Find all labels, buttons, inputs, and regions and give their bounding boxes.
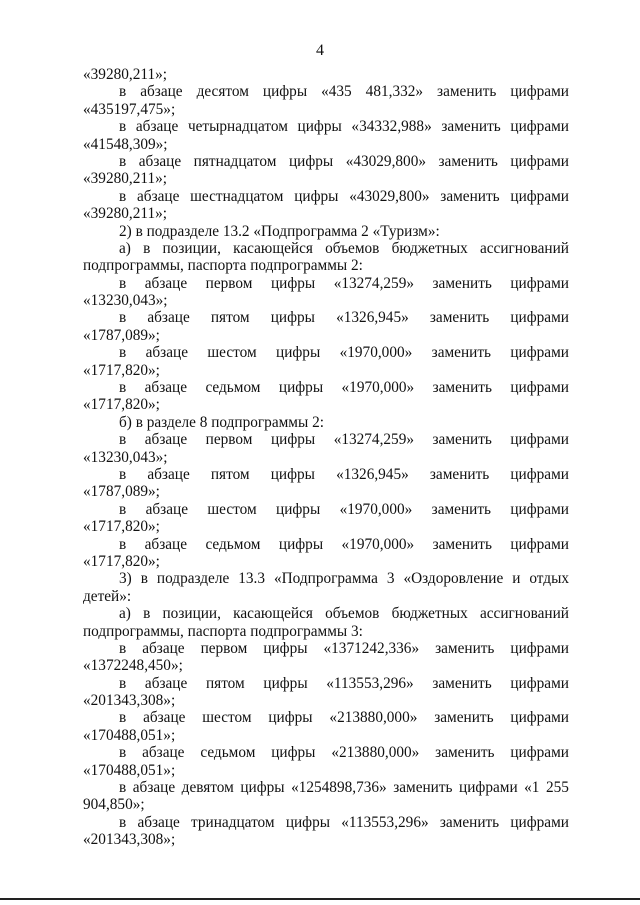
word: абзаце <box>144 535 188 553</box>
text-line <box>83 640 569 657</box>
word: цифрами <box>510 465 569 483</box>
word: заменить <box>440 187 500 205</box>
word: абзаце <box>137 187 180 205</box>
word: «43029,800» <box>349 187 430 205</box>
text-line: «1717,820»; <box>83 518 160 536</box>
word: цифры <box>271 744 316 762</box>
word: цифрами <box>510 309 569 327</box>
word: в <box>143 605 151 623</box>
word: касающейся <box>233 239 313 257</box>
word: в <box>143 239 151 257</box>
word: заменить <box>435 639 495 657</box>
word: цифрами <box>510 187 569 205</box>
word: заменить <box>393 779 453 797</box>
word: девятом <box>181 779 234 797</box>
word: абзаце <box>144 431 188 449</box>
word: первом <box>205 431 253 449</box>
word: а) <box>119 239 131 257</box>
word: в <box>119 309 127 327</box>
word: седьмом <box>205 379 261 397</box>
word: в <box>119 674 127 692</box>
text-line: «170488,051»; <box>83 761 176 779</box>
word: абзаце <box>137 813 180 831</box>
word: заменить <box>437 83 497 101</box>
word: «13274,259» <box>333 274 414 292</box>
word: цифры <box>278 379 324 397</box>
word: «435 <box>321 83 352 101</box>
text-line <box>83 153 569 170</box>
word: позиции, <box>162 239 221 257</box>
document-body <box>83 66 569 849</box>
word: шестом <box>202 709 252 727</box>
word: цифрами <box>510 344 569 362</box>
word: абзаце <box>135 118 179 136</box>
word: «113553,296» <box>326 674 414 692</box>
text-line: «1717,820»; <box>83 552 160 570</box>
text-line <box>83 709 569 726</box>
word: а) <box>119 605 131 623</box>
text-line <box>83 744 569 761</box>
word: ассигнований <box>479 239 569 257</box>
word: 481,332» <box>365 83 424 101</box>
text-line: «39280,211»; <box>83 170 167 188</box>
word: заменить <box>435 744 495 762</box>
word: цифрами <box>510 431 569 449</box>
word: «1371242,336» <box>323 639 420 657</box>
word: заменить <box>431 344 491 362</box>
word: «1326,945» <box>336 309 409 327</box>
word: десятом <box>196 83 249 101</box>
word: абзаце <box>145 500 188 518</box>
text-line <box>83 675 569 692</box>
word: цифры <box>270 274 316 292</box>
word: «1970,000» <box>339 344 413 362</box>
text-line: «201343,308»; <box>83 692 176 710</box>
word: «Оздоровление <box>403 570 504 588</box>
word: цифры <box>270 465 315 483</box>
word: «1970,000» <box>341 535 415 553</box>
text-line: «170488,051»; <box>83 726 176 744</box>
word: в <box>119 344 127 362</box>
word: объемов <box>325 605 380 623</box>
text-line: «1787,089»; <box>83 326 160 344</box>
word: 3 <box>386 570 395 588</box>
text-line <box>83 240 569 257</box>
word: заменить <box>429 309 490 327</box>
word: в <box>119 709 127 727</box>
word: в <box>119 813 127 831</box>
word: в <box>119 187 127 205</box>
text-line: «201343,308»; <box>83 831 176 849</box>
word: абзаце <box>145 344 188 362</box>
word: в <box>119 465 127 483</box>
word: цифрами <box>459 779 518 797</box>
text-line <box>83 570 569 587</box>
text-line: 904,850»; <box>83 796 145 814</box>
text-line: подпрограммы, паспорта подпрограммы 2: <box>83 257 363 275</box>
text-line <box>83 814 569 831</box>
word: «13274,259» <box>333 431 414 449</box>
word: цифрами <box>510 379 569 397</box>
word: цифры <box>263 674 308 692</box>
text-line <box>83 431 569 448</box>
word: абзаце <box>142 744 185 762</box>
word: первом <box>200 639 248 657</box>
word: заменить <box>432 674 492 692</box>
text-line <box>83 466 569 483</box>
word: «213880,000» <box>329 709 418 727</box>
word: цифры <box>276 500 321 518</box>
text-line: «1372248,450»; <box>83 657 183 675</box>
word: цифрами <box>510 535 569 553</box>
word: заменить <box>432 535 492 553</box>
text-line <box>83 379 569 396</box>
word: седьмом <box>200 744 256 762</box>
word: цифры <box>294 187 339 205</box>
word: в <box>119 431 127 449</box>
word: «Подпрограмма <box>273 570 378 588</box>
word: цифрами <box>510 709 569 727</box>
word: «113553,296» <box>341 813 429 831</box>
word: абзаце <box>143 709 186 727</box>
text-line <box>83 188 569 205</box>
text-line: «41548,309»; <box>83 135 168 153</box>
word: «213880,000» <box>331 744 420 762</box>
text-line: «435197,475»; <box>83 100 176 118</box>
word: цифрами <box>510 83 569 101</box>
word: в <box>119 118 127 136</box>
word: в <box>119 152 127 170</box>
word: цифрами <box>510 639 569 657</box>
word: 13.3 <box>238 570 266 588</box>
word: цифры <box>268 709 313 727</box>
word: в <box>119 274 127 292</box>
text-line: «39280,211»; <box>83 205 167 223</box>
word: в <box>119 535 127 553</box>
word: подразделе <box>156 570 230 588</box>
word: заменить <box>434 709 494 727</box>
word: абзаце <box>144 274 188 292</box>
word: абзаце <box>144 379 188 397</box>
word: «43029,800» <box>345 152 426 170</box>
text-line: «13230,043»; <box>83 292 168 310</box>
word: в <box>119 500 127 518</box>
word: пятом <box>210 465 250 483</box>
word: шестом <box>207 344 257 362</box>
text-line: «1717,820»; <box>83 361 160 379</box>
word: абзаце <box>140 83 183 101</box>
word: 3) <box>119 570 132 588</box>
word: заменить <box>431 500 491 518</box>
text-line: «39280,211»; <box>83 66 167 83</box>
word: абзаце <box>138 152 182 170</box>
word: абзаце <box>144 674 188 692</box>
word: цифры <box>263 639 308 657</box>
text-line: «1717,820»; <box>83 396 160 414</box>
text-line: «13230,043»; <box>83 448 168 466</box>
word: ассигнований <box>479 605 569 623</box>
word: отдых <box>529 570 569 588</box>
word: цифры <box>240 779 285 797</box>
text-line <box>83 118 569 135</box>
word: пятнадцатом <box>193 152 277 170</box>
text-line: подпрограммы, паспорта подпрограммы 3: <box>83 622 363 640</box>
text-line: «1787,089»; <box>83 483 160 501</box>
word: «1326,945» <box>336 465 409 483</box>
text-line: б) в разделе 8 подпрограммы 2: <box>119 413 324 431</box>
word: седьмом <box>205 535 261 553</box>
word: цифры <box>270 431 316 449</box>
word: цифры <box>262 83 308 101</box>
word: абзаце <box>142 639 185 657</box>
word: первом <box>205 274 253 292</box>
word: пятом <box>205 674 245 692</box>
word: четырнадцатом <box>187 118 288 136</box>
word: позиции, <box>162 605 221 623</box>
word: бюджетных <box>391 605 468 623</box>
word: «1254898,736» <box>291 779 387 797</box>
text-line <box>83 344 569 361</box>
word: цифрами <box>510 674 569 692</box>
text-line <box>83 501 569 518</box>
word: в <box>119 744 127 762</box>
word: «1970,000» <box>339 500 413 518</box>
word: шестом <box>207 500 257 518</box>
text-line <box>83 309 569 326</box>
word: абзаце <box>132 779 176 797</box>
word: цифры <box>288 152 334 170</box>
word: в <box>119 779 127 797</box>
word: абзаце <box>147 465 190 483</box>
text-line: 2) в подразделе 13.2 «Подпрограмма 2 «Туризм»: <box>119 222 440 240</box>
word: заменить <box>441 118 501 136</box>
word: заменить <box>439 813 500 831</box>
word: цифрами <box>510 274 569 292</box>
page-bottom-rule <box>0 898 640 900</box>
word: шестнадцатом <box>190 187 284 205</box>
text-line <box>83 779 569 796</box>
word: цифры <box>276 344 321 362</box>
word: пятом <box>210 309 250 327</box>
text-line <box>83 605 569 622</box>
page-number: 4 <box>316 42 324 59</box>
word: цифрами <box>510 744 569 762</box>
word: «1970,000» <box>341 379 415 397</box>
text-line <box>83 275 569 292</box>
word: в <box>119 379 127 397</box>
word: в <box>140 570 148 588</box>
word: цифры <box>278 535 324 553</box>
word: абзаце <box>147 309 190 327</box>
word: цифры <box>297 118 342 136</box>
word: цифрами <box>510 118 569 136</box>
word: и <box>512 570 521 588</box>
word: бюджетных <box>391 239 468 257</box>
text-line: детей»: <box>83 587 132 605</box>
word: 255 <box>545 779 569 797</box>
word: цифрами <box>510 152 569 170</box>
word: «34332,988» <box>351 118 432 136</box>
word: заменить <box>438 152 498 170</box>
word: «1 <box>524 779 540 797</box>
word: заменить <box>429 465 490 483</box>
word: объемов <box>325 239 380 257</box>
word: в <box>119 639 127 657</box>
text-line <box>83 536 569 553</box>
word: цифры <box>285 813 331 831</box>
text-line <box>83 83 569 100</box>
word: заменить <box>432 431 492 449</box>
word: цифрами <box>510 813 569 831</box>
word: цифрами <box>510 500 569 518</box>
word: цифры <box>270 309 315 327</box>
word: заменить <box>432 379 492 397</box>
word: заменить <box>432 274 492 292</box>
word: касающейся <box>233 605 313 623</box>
word: в <box>119 83 127 101</box>
word: тринадцатом <box>191 813 275 831</box>
